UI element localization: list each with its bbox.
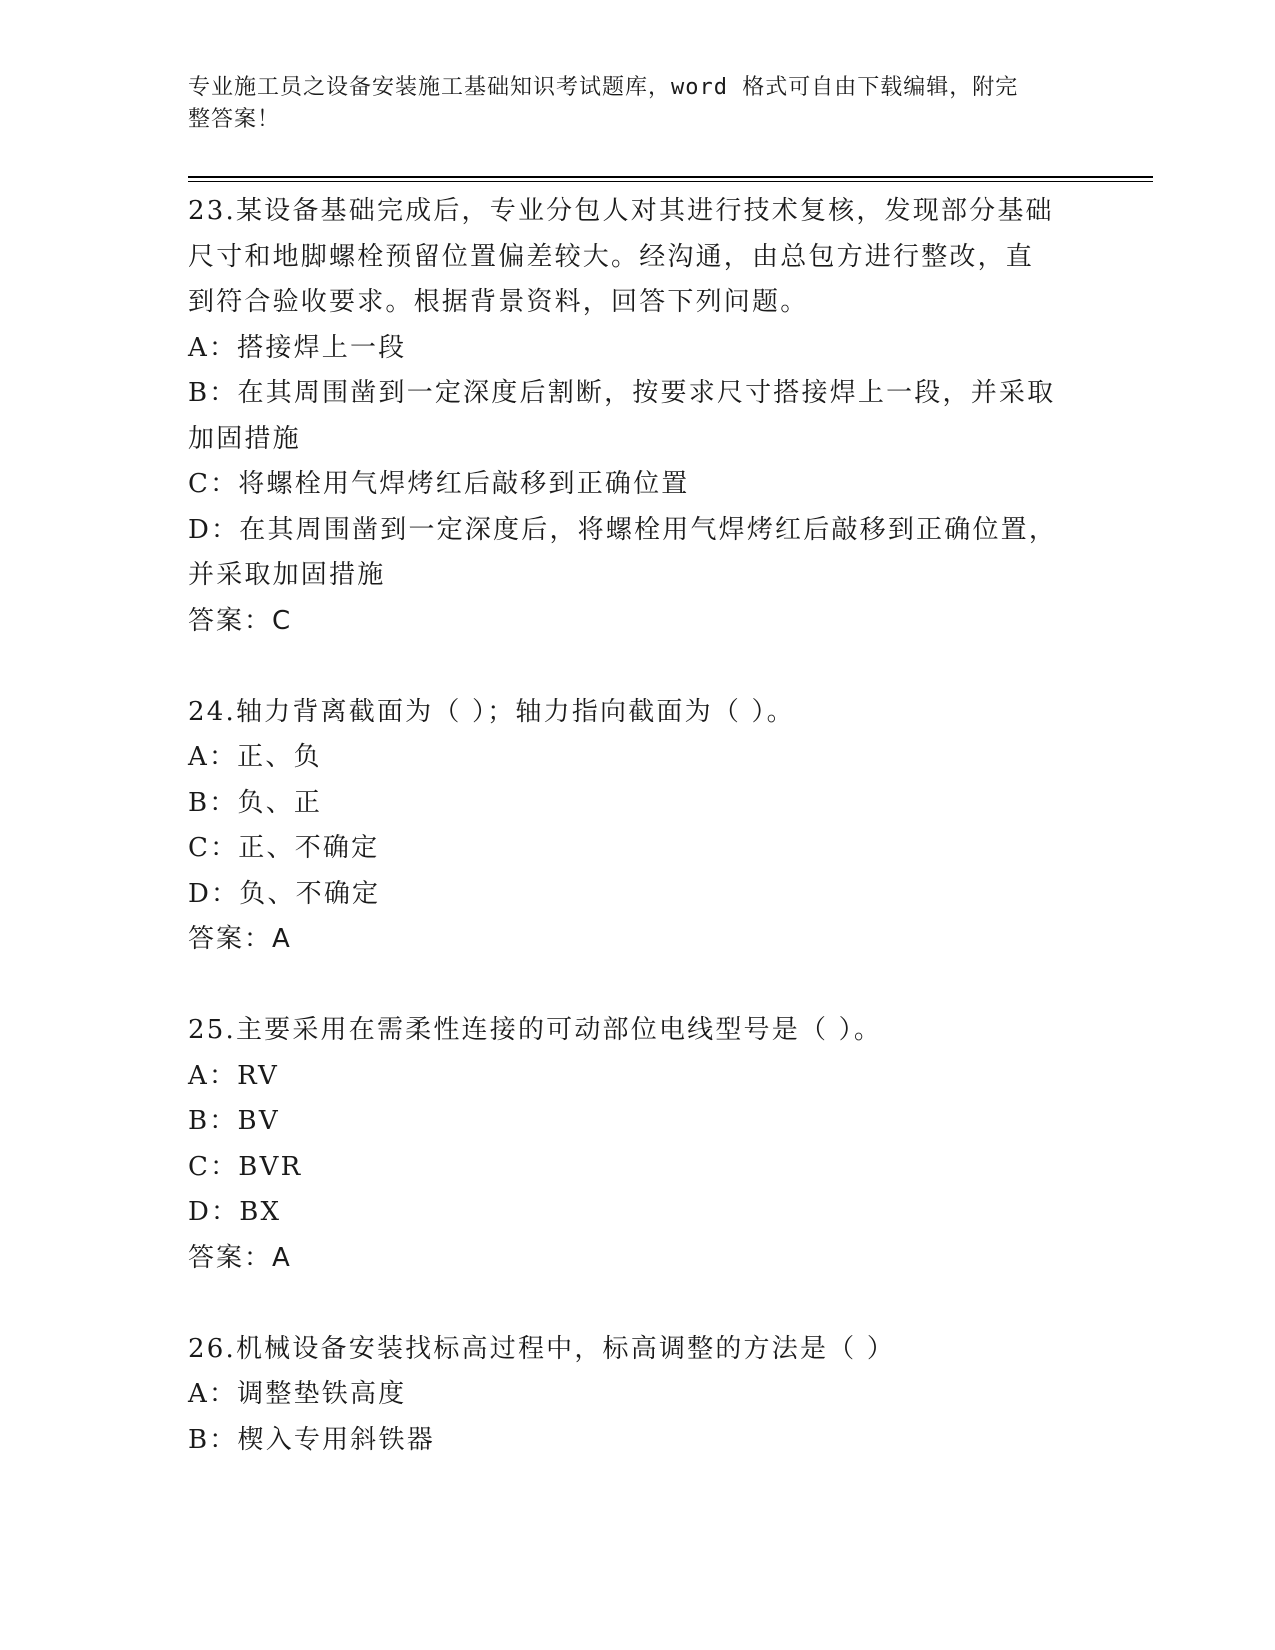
question-25 xyxy=(188,1008,1088,1281)
spacer xyxy=(188,963,1088,1009)
question-24 xyxy=(188,690,1088,963)
option-a: A：正、负 xyxy=(188,742,322,772)
header-divider-thin xyxy=(188,181,1153,182)
question-stem-line: 23.某设备基础完成后，专业分包人对其进行技术复核，发现部分基础 xyxy=(188,196,1054,226)
header-line-2: 整答案！ xyxy=(188,107,281,132)
option-d-continued: 并采取加固措施 xyxy=(188,560,386,590)
option-b: B：BV xyxy=(188,1106,280,1136)
question-stem-line: 26.机械设备安装找标高过程中，标高调整的方法是（ ） xyxy=(188,1333,896,1364)
answer: 答案：A xyxy=(188,1242,292,1273)
question-stem-line: 25.主要采用在需柔性连接的可动部位电线型号是（ ）。 xyxy=(188,1015,883,1045)
answer: 答案：C xyxy=(188,605,293,636)
option-b: B：负、正 xyxy=(188,787,323,818)
option-a: A：RV xyxy=(188,1060,280,1091)
option-b: B：楔入专用斜铁器 xyxy=(188,1424,435,1455)
question-26 xyxy=(188,1327,1088,1464)
document-header xyxy=(188,72,1088,136)
option-d: D：负、不确定 xyxy=(188,878,381,909)
question-stem-line: 尺寸和地脚螺栓预留位置偏差较大。经沟通，由总包方进行整改，直 xyxy=(188,241,1035,272)
option-c: C：将螺栓用气焊烤红后敲移到正确位置 xyxy=(188,469,690,499)
header-line-1: 专业施工员之设备安装施工基础知识考试题库，word 格式可自由下载编辑，附完 xyxy=(188,75,1019,100)
option-d: D：BX xyxy=(188,1197,282,1227)
question-stem-line: 到符合验收要求。根据背景资料，回答下列问题。 xyxy=(188,287,809,317)
option-a: A：搭接焊上一段 xyxy=(188,332,407,363)
spacer xyxy=(188,644,1088,690)
option-c: C：BVR xyxy=(188,1151,303,1182)
option-b-continued: 加固措施 xyxy=(188,423,301,454)
question-list xyxy=(188,189,1088,1463)
answer: 答案：A xyxy=(188,924,292,954)
header-divider-thick xyxy=(188,176,1153,178)
option-a: A：调整垫铁高度 xyxy=(188,1379,407,1409)
option-d: D：在其周围凿到一定深度后，将螺栓用气焊烤红后敲移到正确位置， xyxy=(188,514,1058,545)
option-c: C：正、不确定 xyxy=(188,833,380,863)
option-b: B：在其周围凿到一定深度后割断，按要求尺寸搭接焊上一段，并采取 xyxy=(188,378,1056,408)
question-stem-line: 24.轴力背离截面为（ ）；轴力指向截面为（ ）。 xyxy=(188,696,795,727)
question-23 xyxy=(188,189,1088,644)
spacer xyxy=(188,1281,1088,1327)
